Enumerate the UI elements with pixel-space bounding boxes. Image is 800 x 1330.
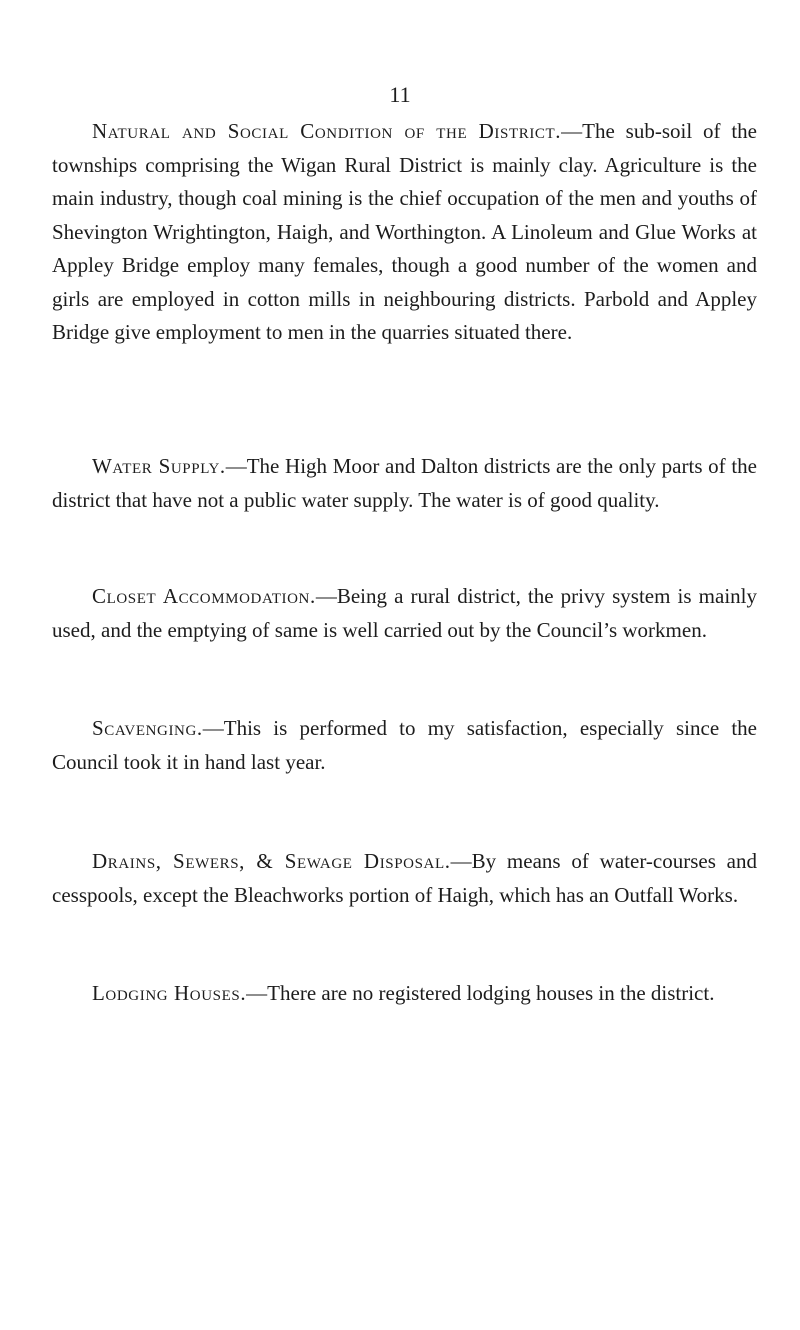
section-body: —The High Moor and Dalton districts are the only parts of the district that have not a public water supply. The water is of good quality. [52, 454, 757, 512]
section-body: —The sub-soil of the townships comprising the Wigan Rural District is mainly clay. Agriculture is the main industry, though coal mining is the chief occupation of the men and youths of Shevington Wrightington, Haigh, and Worthington. A Linoleum and Glue Works at Appley Bridge employ many females, though a good number of the women and girls are employed in cotton mills in neighbouring districts. Parbold and Appley Bridge give employment to men in the quarries situated there. [52, 119, 757, 344]
section-heading: Water Supply. [92, 454, 226, 478]
section-lodging-houses [52, 977, 757, 1011]
section-body: —This is performed to my satisfaction, especially since the Council took it in hand last year. [52, 716, 757, 774]
section-heading: Drains, Sewers, & Sewage Disposal. [92, 849, 451, 873]
section-body: —Being a rural district, the privy system is mainly used, and the emptying of same is well carried out by the Council’s workmen. [52, 584, 757, 642]
page-number: 11 [389, 82, 411, 107]
section-heading: Lodging Houses. [92, 981, 247, 1005]
section-natural-social-condition [52, 115, 757, 350]
section-heading: Natural and Social Condition of the District. [92, 119, 562, 143]
section-water-supply [52, 450, 757, 517]
section-drains-sewers [52, 845, 757, 912]
section-body: —By means of water-courses and cesspools, except the Bleachworks portion of Haigh, which has an Outfall Works. [52, 849, 757, 907]
section-body: —There are no registered lodging houses in the district. [246, 981, 715, 1005]
section-scavenging [52, 712, 757, 779]
section-heading: Scavenging. [92, 716, 203, 740]
section-heading: Closet Accommodation. [92, 584, 316, 608]
section-closet-accommodation [52, 580, 757, 647]
